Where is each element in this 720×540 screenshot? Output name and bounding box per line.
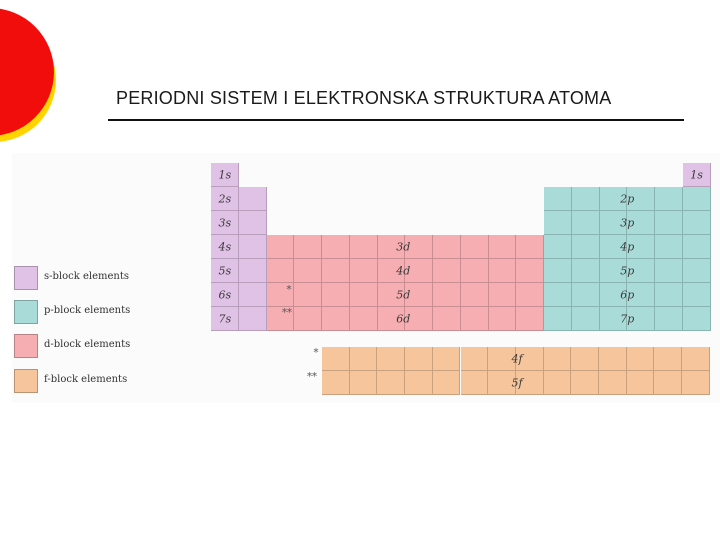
element-cell-d	[350, 259, 378, 283]
element-cell-f	[322, 347, 350, 371]
orbital-label-s: 4s	[218, 240, 232, 254]
element-cell-d	[322, 235, 350, 259]
orbital-label-s: 5s	[218, 264, 232, 278]
legend-item-d-block	[14, 334, 214, 358]
element-cell-d	[489, 307, 517, 331]
orbital-label-s: 1s	[690, 168, 703, 182]
element-cell-s	[239, 211, 267, 235]
slide-title: PERIODNI SISTEM I ELEKTRONSKA STRUKTURA ATOMA	[116, 88, 612, 108]
lanthanide-marker: *	[286, 284, 292, 296]
legend-item-p-block	[14, 300, 214, 324]
element-cell-d	[461, 307, 489, 331]
element-cell-f	[405, 347, 433, 371]
element-cell-p	[544, 283, 572, 307]
orbital-label-d: 6d	[396, 312, 411, 326]
element-cell-d	[489, 259, 517, 283]
element-cell-d	[516, 235, 544, 259]
element-cell-f	[377, 371, 405, 395]
element-cell-f	[433, 347, 461, 371]
element-cell-d	[267, 235, 295, 259]
element-cell-d	[516, 307, 544, 331]
element-cell-f	[627, 347, 655, 371]
element-cell-f	[433, 371, 461, 395]
legend-label: f-block elements	[44, 374, 128, 385]
element-cell-d	[516, 259, 544, 283]
orbital-label-s: 7s	[218, 312, 232, 326]
element-cell-p	[544, 307, 572, 331]
element-cell-f	[322, 371, 350, 395]
element-cell-f	[405, 371, 433, 395]
element-cell-p	[683, 211, 711, 235]
element-cell-p	[655, 187, 683, 211]
orbital-label-p: 6p	[620, 288, 635, 302]
element-cell-p	[572, 283, 600, 307]
element-cell-f	[627, 371, 655, 395]
element-cell-d	[322, 283, 350, 307]
element-cell-f	[654, 371, 682, 395]
element-cell-d	[433, 259, 461, 283]
element-cell-d	[294, 235, 322, 259]
orbital-label-p: 3p	[620, 216, 635, 230]
element-cell-p	[683, 187, 711, 211]
element-cell-p	[655, 307, 683, 331]
element-cell-d	[433, 235, 461, 259]
legend-swatch-s-block	[14, 266, 38, 290]
orbital-label-s: 6s	[218, 288, 232, 302]
element-cell-f	[461, 371, 489, 395]
actinide-marker: **	[282, 307, 292, 319]
orbital-label-p: 4p	[620, 240, 635, 254]
legend-label: d-block elements	[44, 339, 131, 350]
element-cell-f	[571, 347, 599, 371]
element-cell-d	[516, 283, 544, 307]
orbital-label-d: 5d	[396, 288, 411, 302]
element-cell-d	[433, 307, 461, 331]
orbital-label-p: 2p	[620, 192, 635, 206]
element-cell-d	[433, 283, 461, 307]
orbital-label-f: 4f	[511, 352, 523, 366]
element-cell-d	[294, 283, 322, 307]
element-cell-f	[654, 347, 682, 371]
element-cell-p	[544, 211, 572, 235]
element-cell-p	[572, 235, 600, 259]
element-cell-p	[572, 211, 600, 235]
element-cell-p	[655, 283, 683, 307]
element-cell-s	[239, 235, 267, 259]
element-cell-d	[350, 283, 378, 307]
element-cell-d	[350, 235, 378, 259]
element-cell-f	[571, 371, 599, 395]
element-cell-p	[683, 283, 711, 307]
element-cell-p	[572, 307, 600, 331]
legend-label: s-block elements	[44, 271, 129, 282]
element-cell-d	[294, 307, 322, 331]
element-cell-p	[655, 259, 683, 283]
element-cell-s	[239, 283, 267, 307]
orbital-label-p: 7p	[620, 312, 635, 326]
element-cell-d	[489, 235, 517, 259]
actinide-row-marker: **	[307, 371, 317, 383]
element-cell-s	[239, 259, 267, 283]
element-cell-s	[239, 187, 267, 211]
element-cell-d	[350, 307, 378, 331]
element-cell-p	[655, 211, 683, 235]
orbital-label-d: 4d	[396, 264, 411, 278]
legend-swatch-d-block	[14, 334, 38, 358]
element-cell-p	[572, 259, 600, 283]
legend-item-f-block	[14, 369, 214, 393]
element-cell-d	[322, 259, 350, 283]
legend-label: p-block elements	[44, 305, 131, 316]
element-cell-f	[682, 347, 710, 371]
element-cell-d	[461, 235, 489, 259]
element-cell-f	[461, 347, 489, 371]
legend-swatch-f-block	[14, 369, 38, 393]
element-cell-f	[350, 347, 378, 371]
legend-swatch-p-block	[14, 300, 38, 324]
lanthanide-row-marker: *	[313, 347, 319, 359]
element-cell-f	[350, 371, 378, 395]
element-cell-s	[239, 307, 267, 331]
orbital-label-p: 5p	[620, 264, 635, 278]
element-cell-f	[599, 371, 627, 395]
title-underline	[108, 119, 684, 121]
orbital-label-s: 1s	[218, 168, 232, 182]
element-cell-p	[544, 187, 572, 211]
element-cell-p	[544, 235, 572, 259]
element-cell-p	[572, 187, 600, 211]
orbital-label-f: 5f	[511, 376, 523, 390]
element-cell-d	[489, 283, 517, 307]
legend-item-s-block	[14, 266, 214, 290]
element-cell-d	[461, 283, 489, 307]
orbital-label-d: 3d	[396, 240, 411, 254]
orbital-label-s: 2s	[218, 192, 232, 206]
decorative-corner-shape	[0, 0, 70, 160]
element-cell-d	[267, 259, 295, 283]
element-cell-f	[599, 347, 627, 371]
element-cell-p	[683, 235, 711, 259]
element-cell-f	[544, 371, 572, 395]
orbital-label-s: 3s	[218, 216, 232, 230]
element-cell-f	[544, 347, 572, 371]
element-cell-f	[682, 371, 710, 395]
element-cell-p	[544, 259, 572, 283]
element-cell-f	[377, 347, 405, 371]
element-cell-d	[461, 259, 489, 283]
element-cell-p	[655, 235, 683, 259]
element-cell-p	[683, 307, 711, 331]
element-cell-d	[294, 259, 322, 283]
element-cell-p	[683, 259, 711, 283]
element-cell-d	[322, 307, 350, 331]
